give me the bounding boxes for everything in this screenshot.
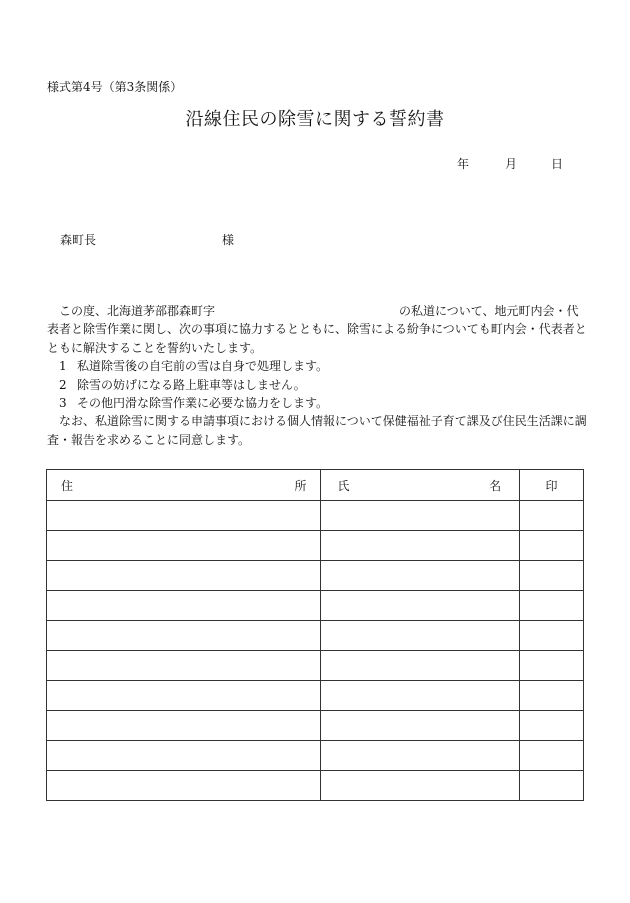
name-cell[interactable]: [321, 741, 520, 771]
intro-part-2: の私道について、地元町内会・代: [399, 304, 579, 318]
address-cell[interactable]: [47, 561, 321, 591]
seal-cell[interactable]: [520, 741, 584, 771]
address-cell[interactable]: [47, 621, 321, 651]
name-cell[interactable]: [321, 681, 520, 711]
intro-line-1: [47, 302, 587, 320]
address-cell[interactable]: [47, 681, 321, 711]
form-number: 様式第4号（第3条関係）: [47, 80, 183, 94]
table-row: [47, 561, 584, 591]
header-address: [47, 470, 321, 501]
address-cell[interactable]: [47, 771, 321, 801]
pledge-item-text: 除雪の妨げになる路上駐車等はしません。: [77, 377, 306, 392]
pledge-item-number: 2: [59, 377, 67, 392]
address-cell[interactable]: [47, 531, 321, 561]
seal-cell[interactable]: [520, 771, 584, 801]
address-cell[interactable]: [47, 741, 321, 771]
seal-cell[interactable]: [520, 561, 584, 591]
header-seal: 印: [520, 470, 584, 501]
table-row: [47, 741, 584, 771]
seal-cell[interactable]: [520, 711, 584, 741]
consent-text-1: なお、私道除雪に関する申請事項における個人情報について保健福祉子育て課及び住民生活課に調: [59, 414, 587, 429]
header-name: [321, 470, 520, 501]
seal-cell[interactable]: [520, 501, 584, 531]
date-year-label: 年: [457, 157, 470, 171]
pledge-item-text: その他円滑な除雪作業に必要な協力をします。: [77, 396, 329, 411]
table-row: [47, 531, 584, 561]
intro-line-2: 表者と除雪作業に関し、次の事項に協力するとともに、除雪による紛争についても町内会・代表者と: [47, 322, 587, 337]
pledge-body: [47, 302, 587, 449]
address-cell[interactable]: [47, 651, 321, 681]
consent-line-1: [47, 412, 587, 430]
seal-cell[interactable]: [520, 591, 584, 621]
date-day-label: 日: [551, 157, 564, 171]
name-cell[interactable]: [321, 621, 520, 651]
intro-line-3: ともに解決することを誓約いたします。: [47, 340, 263, 355]
name-cell[interactable]: [321, 501, 520, 531]
pledge-item-number: 1: [59, 359, 67, 374]
address-cell[interactable]: [47, 711, 321, 741]
signature-rows: [47, 501, 584, 801]
seal-cell[interactable]: [520, 651, 584, 681]
consent-line-2: 査・報告を求めることに同意します。: [47, 432, 251, 447]
table-header-row: [47, 470, 584, 501]
table-row: [47, 651, 584, 681]
table-row: [47, 621, 584, 651]
header-name-char-1: 氏: [337, 478, 350, 493]
document-title: 沿線住民の除雪に関する誓約書: [185, 109, 445, 130]
table-row: [47, 501, 584, 531]
seal-cell[interactable]: [520, 681, 584, 711]
pledge-item: [47, 394, 587, 412]
addressee-honorific: 様: [222, 233, 235, 247]
address-cell[interactable]: [47, 501, 321, 531]
table-row: [47, 591, 584, 621]
date-month-label: 月: [505, 157, 518, 171]
header-name-char-2: 名: [489, 478, 502, 493]
seal-cell[interactable]: [520, 531, 584, 561]
name-cell[interactable]: [321, 771, 520, 801]
seal-cell[interactable]: [520, 621, 584, 651]
table-row: [47, 681, 584, 711]
pledge-item: [47, 357, 587, 375]
header-address-char-1: 住: [61, 478, 74, 493]
table-row: [47, 711, 584, 741]
pledge-item-number: 3: [59, 396, 67, 411]
pledge-item: [47, 376, 587, 394]
table-row: [47, 771, 584, 801]
signature-table: [46, 469, 584, 801]
name-cell[interactable]: [321, 711, 520, 741]
addressee-name: 森町長: [60, 233, 97, 247]
intro-part-1: この度、北海道茅部郡森町字: [59, 304, 216, 318]
name-cell[interactable]: [321, 591, 520, 621]
pledge-item-text: 私道除雪後の自宅前の雪は自身で処理します。: [77, 359, 329, 374]
header-address-char-2: 所: [294, 478, 307, 493]
name-cell[interactable]: [321, 561, 520, 591]
address-cell[interactable]: [47, 591, 321, 621]
name-cell[interactable]: [321, 651, 520, 681]
name-cell[interactable]: [321, 531, 520, 561]
